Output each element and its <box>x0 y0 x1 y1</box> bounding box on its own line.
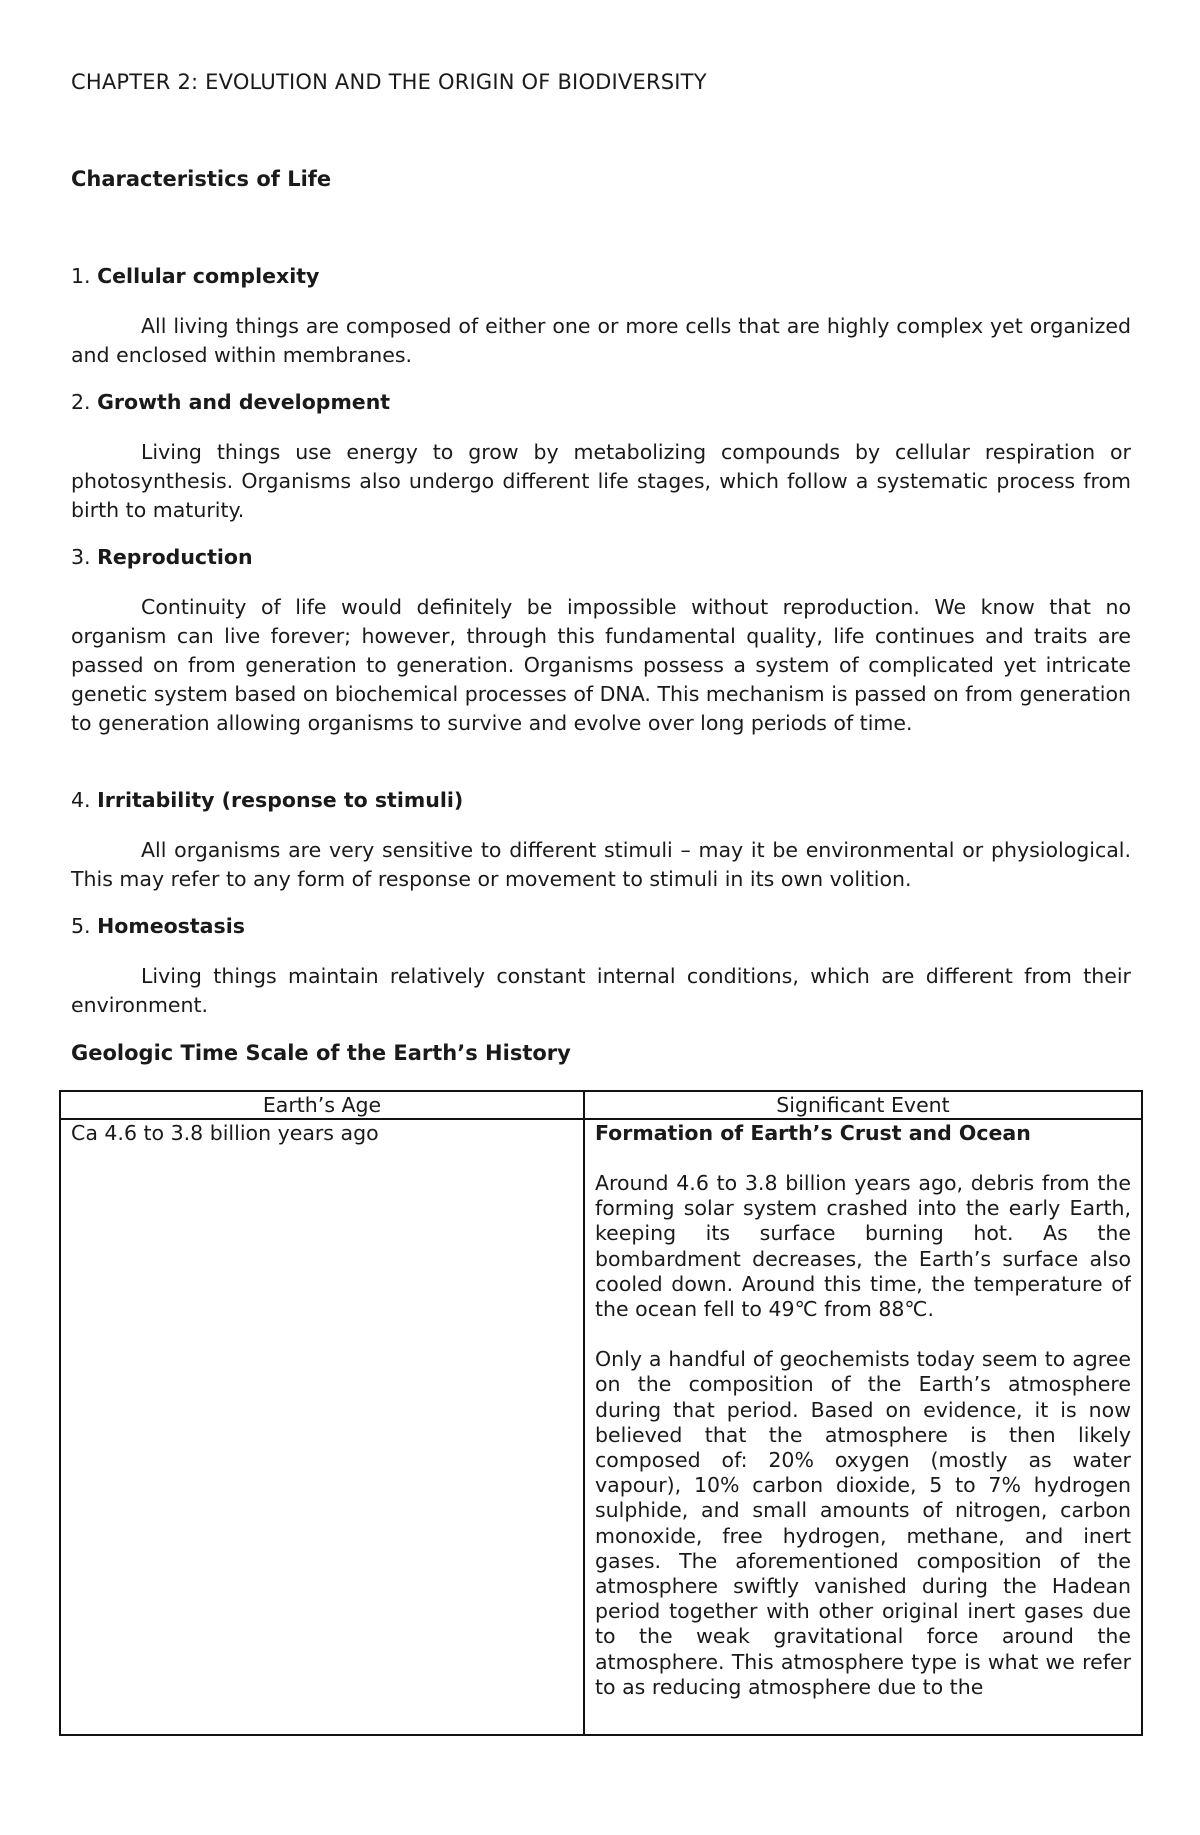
characteristic-text-5: Living things maintain relatively constant internal conditions, which are different from their environment. <box>71 964 1131 1017</box>
table-header-row <box>60 1091 1142 1119</box>
characteristic-number: 4. <box>71 788 91 812</box>
characteristic-name: Irritability (response to stimuli) <box>97 788 464 812</box>
characteristic-text-1: All living things are composed of either one or more cells that are highly complex yet organized and enclosed within membranes. <box>71 314 1131 367</box>
event-paragraph: Only a handful of geochemists today seem to agree on the composition of the Earth’s atmosphere during that period. Based on evidence, it is now believed that the atmosphere is then likely composed of: 20% oxygen (mostly as water vapour), 10% carbon dioxide, 5 to 7% hydrogen sulphide, and small amounts of nitrogen, carbon monoxide, free hydrogen, methane, and inert gases. The aforementioned composition of the atmosphere swiftly vanished during the Hadean period together with other original inert gases due to the weak gravitational force around the atmosphere. This atmosphere type is what we refer to as reducing atmosphere due to the <box>595 1347 1131 1699</box>
characteristic-number: 3. <box>71 545 91 569</box>
column-header-earths-age: Earth’s Age <box>60 1091 584 1119</box>
event-content <box>595 1120 1131 1734</box>
characteristic-heading-3 <box>71 545 253 569</box>
characteristic-name: Growth and development <box>97 390 391 414</box>
characteristic-text-2: Living things use energy to grow by metabolizing compounds by cellular respiration or photosynthesis. Organisms also undergo different life stages, which follow a systematic process from birth to maturity. <box>71 440 1131 522</box>
earths-age-cell: Ca 4.6 to 3.8 billion years ago <box>60 1119 584 1735</box>
section-title-characteristics: Characteristics of Life <box>71 167 332 191</box>
event-paragraph: Around 4.6 to 3.8 billion years ago, debris from the forming solar system crashed into the early Earth, keeping its surface burning hot. As the bombardment decreases, the Earth’s surface also cooled down. Around this time, the temperature of the ocean fell to 49℃ from 88℃. <box>595 1171 1131 1322</box>
characteristic-text-3: Continuity of life would definitely be impossible without reproduction. We know that no organism can live forever; however, through this fundamental quality, life continues and traits are passed on from generation to generation. Organisms possess a system of complicated yet intricate genetic system based on biochemical processes of DNA. This mechanism is passed on from generation to generation allowing organisms to survive and evolve over long periods of time. <box>71 595 1131 735</box>
characteristic-number: 5. <box>71 914 91 938</box>
event-title: Formation of Earth’s Crust and Ocean <box>595 1121 1031 1145</box>
chapter-title: CHAPTER 2: EVOLUTION AND THE ORIGIN OF BIODIVERSITY <box>71 70 707 94</box>
column-header-significant-event: Significant Event <box>584 1091 1142 1119</box>
characteristic-heading-1 <box>71 264 319 288</box>
characteristic-number: 1. <box>71 264 91 288</box>
table-row <box>60 1119 1142 1735</box>
characteristic-text-4: All organisms are very sensitive to different stimuli – may it be environmental or physiological. This may refer to any form of response or movement to stimuli in its own volition. <box>71 838 1131 891</box>
characteristic-number: 2. <box>71 390 91 414</box>
characteristic-heading-2 <box>71 390 390 414</box>
significant-event-cell <box>584 1119 1142 1735</box>
geologic-timescale-table <box>59 1090 1143 1736</box>
characteristic-heading-4 <box>71 788 463 812</box>
characteristic-name: Cellular complexity <box>97 264 320 288</box>
characteristic-heading-5 <box>71 914 245 938</box>
characteristic-name: Homeostasis <box>97 914 245 938</box>
characteristic-name: Reproduction <box>97 545 253 569</box>
section-title-timescale: Geologic Time Scale of the Earth’s History <box>71 1041 571 1065</box>
